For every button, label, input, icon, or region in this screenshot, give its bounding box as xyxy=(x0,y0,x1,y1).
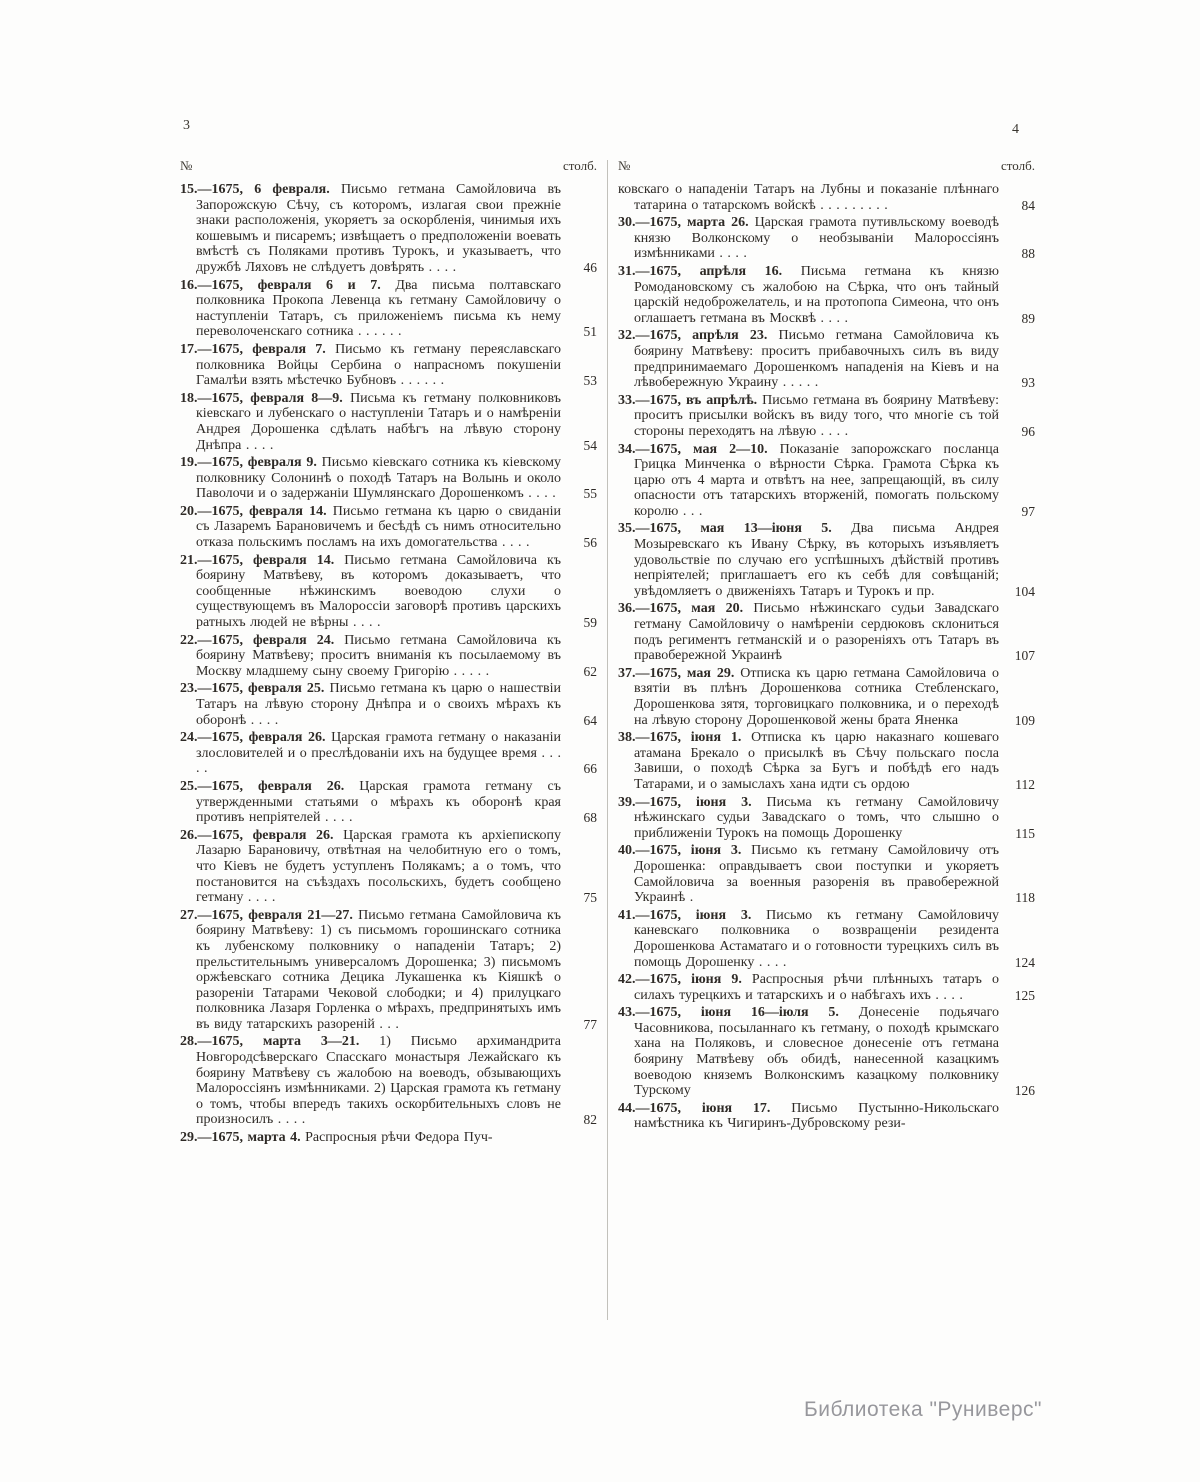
entry-column-ref: 89 xyxy=(1021,310,1035,326)
toc-entry xyxy=(180,182,597,276)
entry-date: —1675, февраля 21—27. xyxy=(197,907,353,923)
entry-date: —1675, въ апрѣлѣ. xyxy=(635,392,758,408)
column-header-left xyxy=(180,158,597,174)
entry-date: —1675, марта 3—21. xyxy=(197,1034,360,1050)
entry-text: 38.—1675, іюня 1. Отписка къ царю наказнаго кошеваго атамана Брекало о присылкѣ въ Сѣчу польскаго посла Завиши, о походѣ Сѣрка за Бугъ и побѣдѣ его надъ Татарами, и о замыслахъ хана идти съ ордою xyxy=(618,730,999,792)
entry-text: 20.—1675, февраля 14. Письмо гетмана къ царю о свиданіи съ Лазаремъ Барановичемъ и бесѣдѣ съ нимъ относительно отказа польскимъ посламъ на ихъ домогательства . . . . xyxy=(180,503,561,551)
entry-number: 38. xyxy=(618,730,636,746)
entries-right xyxy=(618,182,1035,1132)
entry-date: —1675, марта 4. xyxy=(197,1130,301,1146)
entry-date: —1675, мая 29. xyxy=(635,665,735,681)
entry-text: 26.—1675, февраля 26. Царская грамота къ архіепископу Лазарю Барановичу, отвѣтная на челобитную его о томъ, что Кіевъ не будетъ уступленъ Полякамъ; а о томъ, что постановится на съѣздахъ посольскихъ, будетъ сообщено гетману . . . . xyxy=(180,827,561,906)
entry-text: 25.—1675, февраля 26. Царская грамота гетману съ утвержденными статьями о мѣрахъ къ оборонѣ края противъ непріятелей . . . . xyxy=(180,778,561,826)
entry-number: 39. xyxy=(618,794,636,810)
entry-column-ref: 82 xyxy=(583,1112,597,1128)
entry-number: 41. xyxy=(618,907,636,923)
entry-text: 42.—1675, іюня 9. Распросныя рѣчи плѣнныхъ татаръ о силахъ турецкихъ и татарскихъ и о набѣгахъ ихъ . . . . xyxy=(618,972,999,1003)
toc-entry xyxy=(618,972,1035,1003)
entry-number: 27. xyxy=(180,907,198,923)
entry-column-ref: 77 xyxy=(583,1016,597,1032)
entry-date: —1675, мая 13—іюня 5. xyxy=(635,521,832,537)
entry-column-ref: 115 xyxy=(1015,825,1035,841)
entry-date: —1675, февраля 26. xyxy=(197,778,345,794)
entry-column-ref: 66 xyxy=(583,761,597,777)
entry-column-ref: 51 xyxy=(583,324,597,340)
entry-number: 30. xyxy=(618,215,636,231)
entry-text: 33.—1675, въ апрѣлѣ. Письмо гетмана въ боярину Матвѣеву: проситъ присылки войскъ въ виду того, что многіе съ той стороны переходятъ на лѣвую . . . . xyxy=(618,392,999,439)
header-stolb-label: столб. xyxy=(1001,158,1035,173)
entry-number: 15. xyxy=(180,182,198,197)
entry-column-ref: 125 xyxy=(1014,987,1035,1003)
entry-column-ref: 56 xyxy=(583,535,597,551)
entry-number: 37. xyxy=(618,665,636,681)
header-stolb-label: столб. xyxy=(563,158,597,173)
toc-entry xyxy=(180,908,597,1033)
entry-column-ref: 93 xyxy=(1021,375,1035,391)
toc-content xyxy=(180,158,1036,1320)
entry-number: 42. xyxy=(618,972,636,988)
entry-number: 31. xyxy=(618,263,636,279)
entry-column-ref: 97 xyxy=(1021,503,1035,519)
toc-entry xyxy=(180,553,597,631)
toc-entry xyxy=(618,730,1035,792)
toc-entry xyxy=(618,601,1035,663)
entry-column-ref: 88 xyxy=(1021,246,1035,262)
entry-date: —1675, февраля 25. xyxy=(197,681,325,697)
entry-text: ковскаго о нападеніи Татаръ на Лубны и показаніе плѣннаго татарина о татарскомъ войскѣ . . . . . . . . . xyxy=(618,182,999,213)
entry-number: 22. xyxy=(180,632,198,648)
toc-entry xyxy=(618,1005,1035,1099)
entry-column-ref: 54 xyxy=(583,437,597,453)
entry-number: 44. xyxy=(618,1100,636,1116)
toc-entry xyxy=(180,681,597,728)
entry-column-ref: 62 xyxy=(583,663,597,679)
column-divider xyxy=(607,160,608,1320)
toc-entry xyxy=(180,633,597,680)
toc-entry xyxy=(180,278,597,340)
entry-text: 15.—1675, 6 февраля. Письмо гетмана Самойловича въ Запорожскую Сѣчу, съ которомъ, излагая свои прежніе знаки расположенія, укоряетъ за оскорбленія, чинимыя ихъ кошевымъ и писаремъ; извѣщаетъ о предположеніи воевать вмѣстѣ съ Поляками противъ Турокъ, и указываетъ, что дружбѣ Ляховъ не слѣдуетъ довѣрять . . . . xyxy=(180,182,561,275)
entry-date: —1675, марта 26. xyxy=(635,215,749,231)
entry-date: —1675, февраля 8—9. xyxy=(197,390,343,406)
toc-entry xyxy=(180,455,597,502)
entry-date: —1675, іюня 3. xyxy=(635,794,752,810)
entry-text: 30.—1675, марта 26. Царская грамота путивльскому воеводѣ князю Волконскому о необзываніи Малороссіянъ измѣнниками . . . . xyxy=(618,215,999,262)
entry-number: 29. xyxy=(180,1130,198,1146)
toc-entry xyxy=(180,828,597,906)
entry-column-ref: 75 xyxy=(583,890,597,906)
entry-number: 25. xyxy=(180,778,198,794)
toc-column-right xyxy=(618,158,1035,1320)
toc-entry xyxy=(618,843,1035,905)
toc-entry xyxy=(618,666,1035,728)
entry-column-ref: 84 xyxy=(1021,197,1035,213)
entry-number: 33. xyxy=(618,392,636,408)
entry-number: 20. xyxy=(180,503,198,519)
entry-column-ref: 126 xyxy=(1014,1083,1035,1099)
entry-column-ref: 96 xyxy=(1021,423,1035,439)
entry-text: 28.—1675, марта 3—21. 1) Письмо архимандрита Новгородсѣверскаго Спасскаго монастыря Лежайскаго къ боярину Матвѣеву съ жалобою на воеводъ, обзывающихъ Малороссіянъ измѣнниками. 2) Царская грамота къ гетману о томъ, чтобы впередъ такихъ оскорбительныхъ словъ не произносилъ . . . . xyxy=(180,1034,562,1128)
entry-column-ref: 46 xyxy=(583,259,597,275)
entries-left xyxy=(180,182,597,1146)
toc-entry xyxy=(180,504,597,551)
entry-text: 35.—1675, мая 13—іюня 5. Два письма Андрея Мозыревскаго къ Ивану Сѣрку, въ которыхъ изъявляетъ удовольствіе по случаю его успѣшныхъ дѣйствій противъ непріятелей; приглашаетъ его къ себѣ для совѣщаній; увѣдомляетъ о движеніяхъ Татаръ и Турокъ и пр. xyxy=(618,521,999,599)
entry-column-ref: 107 xyxy=(1014,648,1035,664)
entry-number: 23. xyxy=(180,681,198,697)
entry-column-ref: 64 xyxy=(583,712,597,728)
toc-entry xyxy=(618,393,1035,440)
entry-text: 44.—1675, іюня 17. Письмо Пустынно-Никольскаго намѣстника къ Чигиринъ-Дубровскому рези- xyxy=(618,1100,999,1132)
entry-date: —1675, февраля 14. xyxy=(197,552,335,568)
entry-text: 36.—1675, мая 20. Письмо нѣжинскаго судьи Завадскаго гетману Самойловичу о намѣреніи сердюковъ склониться подъ региментъ гетманскій и о разореніяхъ отъ Татаръ въ правобережной Украинѣ xyxy=(618,601,1000,664)
entry-number: 24. xyxy=(180,730,198,746)
entry-date: —1675, апрѣля 16. xyxy=(635,263,783,279)
toc-entry xyxy=(618,328,1035,390)
toc-entry xyxy=(180,342,597,389)
entry-number: 21. xyxy=(180,552,198,568)
entry-date: —1675, мая 2—10. xyxy=(635,441,768,457)
toc-entry xyxy=(618,1101,1035,1132)
entry-number: 32. xyxy=(618,328,636,344)
entry-date: —1675, 6 февраля. xyxy=(197,182,330,197)
entry-text: 31.—1675, апрѣля 16. Письма гетмана къ князю Ромодановскому съ жалобою на Сѣрка, что онъ тайный царскій недоброжелатель, и на протопопа Симеона, что онъ оглашаетъ гетмана въ Москвѣ . . . . xyxy=(618,263,1000,326)
toc-column-left xyxy=(180,158,597,1320)
entry-text: 37.—1675, мая 29. Отписка къ царю гетмана Самойловича о взятіи въ плѣнъ Дорошенкова сотника Стебленскаго, Дорошенкова зятя, торговицкаго полковника, и о переходѣ на лѣвую сторону Дорошенковой жены брата Яненка xyxy=(618,665,999,728)
toc-entry xyxy=(180,1034,597,1128)
entry-date: —1675, іюня 17. xyxy=(635,1100,771,1116)
header-no-label: № xyxy=(180,158,193,173)
entry-number: 28. xyxy=(180,1034,198,1050)
entry-text: 22.—1675, февраля 24. Письмо гетмана Самойловича къ боярину Матвѣеву; проситъ вниманія къ посылаемому въ Москву младшему сыну своему Григорію . . . . . xyxy=(180,632,561,679)
toc-entry xyxy=(180,391,597,453)
toc-entry xyxy=(618,521,1035,599)
entry-number: 18. xyxy=(180,390,198,406)
entry-text: 23.—1675, февраля 25. Письмо гетмана къ царю о нашествіи Татаръ на лѣвую сторону Днѣпра и о своихъ мѣрахъ къ оборонѣ . . . . xyxy=(180,681,561,728)
entry-number: 34. xyxy=(618,441,636,457)
header-no-label: № xyxy=(618,158,631,173)
entry-date: —1675, февраля 9. xyxy=(197,455,317,471)
toc-entry xyxy=(180,730,597,777)
entry-column-ref: 124 xyxy=(1014,954,1035,970)
entry-column-ref: 109 xyxy=(1014,712,1035,728)
page-number-left: 3 xyxy=(183,118,190,133)
entry-date: —1675, іюня 16—іюля 5. xyxy=(635,1005,839,1021)
entry-column-ref: 55 xyxy=(583,486,597,502)
watermark: Библиотека "Руниверс" xyxy=(803,1398,1042,1421)
entry-text: 18.—1675, февраля 8—9. Письма къ гетману полковниковъ кіевскаго и лубенскаго о наступленіи Татаръ и о намѣреніи Андрея Дорошенка сдѣлать набѣгъ на лѣвую сторону Днѣпра . . . . xyxy=(180,390,561,453)
toc-entry xyxy=(618,215,1035,262)
entry-text: 24.—1675, февраля 26. Царская грамота гетману о наказаніи злословителей и о преслѣдованіи ихъ на будущее время . . . . . xyxy=(180,730,561,777)
entry-number: 19. xyxy=(180,455,198,471)
entry-text: 43.—1675, іюня 16—іюля 5. Донесеніе подьячаго Часовникова, посыланнаго къ гетману, о походѣ крымскаго хана на Поляковъ, и словесное донесеніе отъ гетмана боярину Матвѣеву объ обидѣ, нанесенной казацкимъ воеводою княземъ Волконскимъ казацкому полковнику Турскому xyxy=(618,1005,1000,1099)
entry-date: —1675, апрѣля 23. xyxy=(635,328,768,344)
entry-date: —1675, февраля 26. xyxy=(197,730,326,746)
entry-text: 41.—1675, іюня 3. Письмо къ гетману Самойловичу каневскаго полковника о возвращеніи резидента Дорошенкова Астаматаго и о готовности турецкихъ силъ въ помощь Дорошенку . . . . xyxy=(618,907,999,970)
toc-entry xyxy=(180,779,597,826)
entry-column-ref: 112 xyxy=(1015,776,1035,792)
toc-entry xyxy=(618,182,1035,213)
entry-text: 16.—1675, февраля 6 и 7. Два письма полтавскаго полковника Прокопа Левенца къ гетману Самойловичу о наступленіи Татаръ, съ приложеніемъ письма къ нему переволоченскаго сотника . . . . . . xyxy=(180,277,561,340)
entry-text: 32.—1675, апрѣля 23. Письмо гетмана Самойловича къ боярину Матвѣеву: проситъ прибавочныхъ силъ въ виду предпринимаемаго Дорошенкомъ нападенія на Кіевъ и на лѣвобережную Украину . . . . . xyxy=(618,328,999,391)
toc-entry xyxy=(180,1130,597,1146)
entry-text: 29.—1675, марта 4. Распросныя рѣчи Федора Пуч- xyxy=(180,1130,493,1146)
entry-date: —1675, іюня 1. xyxy=(635,730,742,746)
toc-entry xyxy=(618,264,1035,326)
page-number-right: 4 xyxy=(1012,122,1019,137)
toc-entry xyxy=(618,908,1035,970)
entry-text: 21.—1675, февраля 14. Письмо гетмана Самойловича къ боярину Матвѣеву, въ которомъ доказываетъ, что сообщенные нѣжинскимъ воеводою слухи о существующемъ въ Малороссіи заговорѣ противъ царскихъ ратныхъ людей не вѣрны . . . . xyxy=(180,552,561,631)
entry-column-ref: 118 xyxy=(1015,890,1035,906)
entry-text: 17.—1675, февраля 7. Письмо къ гетману переяславскаго полковника Войцы Сербина о напрасномъ покушеніи Гамалѣи взять мѣстечко Бубновъ . . . . . . xyxy=(180,341,561,389)
entry-number: 35. xyxy=(618,521,636,537)
entry-number: 36. xyxy=(618,601,636,617)
entry-number: 16. xyxy=(180,277,198,293)
entry-date: —1675, іюня 3. xyxy=(635,843,742,859)
entry-text: 19.—1675, февраля 9. Письмо кіевскаго сотника къ кіевскому полковнику Солонинѣ о походѣ Татаръ на Волынь и около Паволочи и о задержаніи Шумлянскаго Дорошенкомъ . . . . xyxy=(180,455,561,502)
toc-entry xyxy=(618,795,1035,842)
entry-text: 34.—1675, мая 2—10. Показаніе запорожскаго посланца Грицка Минченка о вѣрности Сѣрка. Грамота Сѣрка къ царю отъ 4 марта и отвѣтъ на нее, запрещающій, въ силу опасности отъ татарскихъ вторженій, помогать польскому королю . . . xyxy=(618,441,999,519)
entry-text: 39.—1675, іюня 3. Письма къ гетману Самойловичу нѣжинскаго судьи Завадскаго о томъ, что слышно о приближеніи Турокъ на помощь Дорошенку xyxy=(618,794,999,841)
entry-date: —1675, февраля 26. xyxy=(197,827,334,843)
entry-text: 40.—1675, іюня 3. Письмо къ гетману Самойловичу отъ Дорошенка: оправдываетъ свои поступки и укоряетъ Самойловича за военныя разоренія въ правобережной Украинѣ . xyxy=(618,843,999,906)
entry-number: 40. xyxy=(618,843,636,859)
entry-column-ref: 53 xyxy=(583,373,597,389)
entry-date: —1675, февраля 14. xyxy=(197,503,327,519)
column-header-right xyxy=(618,158,1035,174)
entry-column-ref: 68 xyxy=(583,810,597,826)
entry-date: —1675, февраля 6 и 7. xyxy=(197,277,381,293)
entry-text: 27.—1675, февраля 21—27. Письмо гетмана Самойловича къ боярину Матвѣеву: 1) съ письмомъ горошинскаго сотника къ лубенскому полковнику о нападеніи Татаръ; 2) прельстительнымъ универсаломъ Дорошенка; 3) письмомъ оржѣевскаго сотника Децика Лукашенка къ Кіяшкѣ о разореніи Татарами Чековой слободки; и 4) прилуцкаго полковника Лазаря Горленка о мѣрахъ, предпринятыхъ имъ въ виду татарскихъ разореній . . . xyxy=(180,907,561,1032)
entry-date: —1675, февраля 24. xyxy=(197,632,335,648)
entry-date: —1675, февраля 7. xyxy=(197,341,326,357)
entry-number: 43. xyxy=(618,1005,636,1021)
entry-date: —1675, мая 20. xyxy=(635,601,744,617)
entry-number: 17. xyxy=(180,341,198,357)
entry-date: —1675, іюня 9. xyxy=(635,972,742,988)
entry-column-ref: 59 xyxy=(583,615,597,631)
entry-number: 26. xyxy=(180,827,198,843)
entry-column-ref: 104 xyxy=(1014,583,1035,599)
toc-entry xyxy=(618,442,1035,520)
entry-date: —1675, іюня 3. xyxy=(635,907,752,923)
